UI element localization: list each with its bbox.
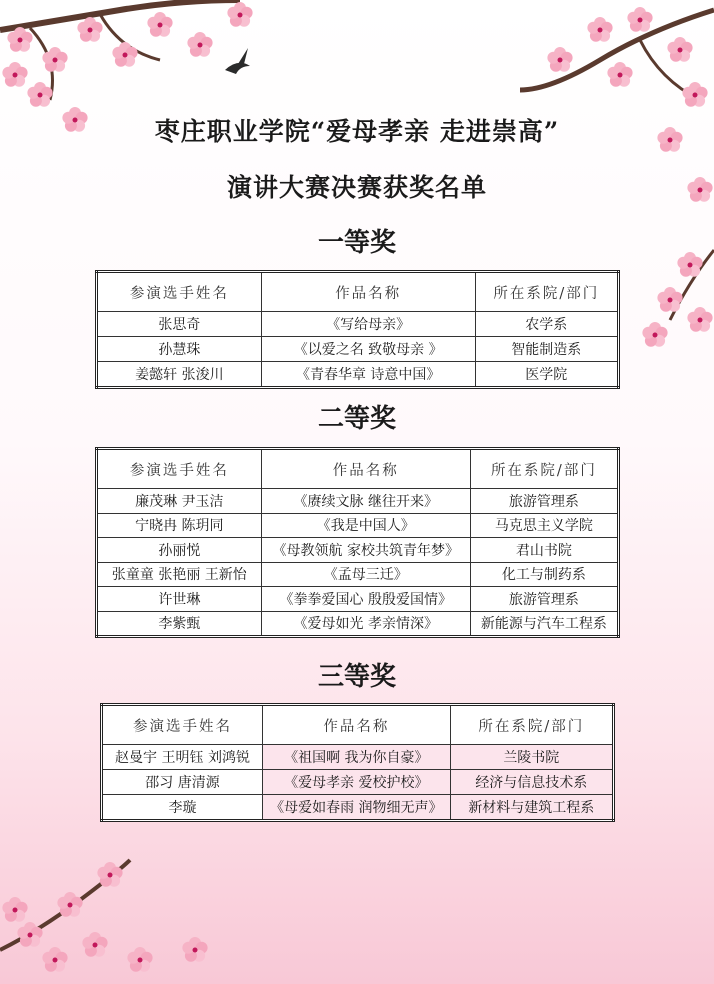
work-title: 《祖国啊 我为你自豪》 <box>263 745 451 770</box>
work-title: 《写给母亲》 <box>261 312 475 337</box>
table-row <box>97 587 619 612</box>
table-row <box>102 770 614 795</box>
table-row <box>102 745 614 770</box>
second-prize-table <box>95 447 620 638</box>
work-title: 《拳拳爱国心 殷殷爱国情》 <box>261 587 470 612</box>
department: 农学系 <box>475 312 618 337</box>
column-header-name: 参演选手姓名 <box>97 449 262 489</box>
page-title-line2: 演讲大赛决赛获奖名单 <box>226 173 487 202</box>
column-header-work: 作品名称 <box>261 272 475 312</box>
department: 旅游管理系 <box>470 587 618 612</box>
participant-name: 张童童 张艳丽 王新怡 <box>97 562 262 587</box>
participant-name: 宁晓冉 陈玥同 <box>97 513 262 538</box>
participant-name: 李紫甄 <box>97 611 262 637</box>
work-title: 《孟母三迁》 <box>261 562 470 587</box>
work-title: 《以爱之名 致敬母亲 》 <box>261 337 475 362</box>
department: 智能制造系 <box>475 337 618 362</box>
participant-name: 邵习 唐清源 <box>102 770 263 795</box>
department: 旅游管理系 <box>470 489 618 514</box>
second-prize-title: 二等奖 <box>317 404 396 434</box>
table-row <box>97 337 619 362</box>
table-row <box>97 538 619 563</box>
participant-name: 廉茂琳 尹玉洁 <box>97 489 262 514</box>
participant-name: 许世琳 <box>97 587 262 612</box>
department: 君山书院 <box>470 538 618 563</box>
table-row <box>97 562 619 587</box>
department: 兰陵书院 <box>450 745 613 770</box>
column-header-work: 作品名称 <box>263 705 451 745</box>
column-header-work: 作品名称 <box>261 449 470 489</box>
department: 化工与制药系 <box>470 562 618 587</box>
work-title: 《我是中国人》 <box>261 513 470 538</box>
department: 新能源与汽车工程系 <box>470 611 618 637</box>
first-prize-title: 一等奖 <box>317 228 396 258</box>
participant-name: 姜懿轩 张浚川 <box>97 362 262 388</box>
table-header-row <box>97 449 619 489</box>
department: 新材料与建筑工程系 <box>450 795 613 821</box>
page-title-line1: 枣庄职业学院“爱母孝亲 走进崇高” <box>154 117 560 146</box>
first-prize-table <box>95 270 620 389</box>
column-header-name: 参演选手姓名 <box>97 272 262 312</box>
table-row <box>102 795 614 821</box>
participant-name: 张思奇 <box>97 312 262 337</box>
table-row <box>97 362 619 388</box>
table-row <box>97 312 619 337</box>
column-header-name: 参演选手姓名 <box>102 705 263 745</box>
participant-name: 孙丽悦 <box>97 538 262 563</box>
table-header-row <box>102 705 614 745</box>
department: 医学院 <box>475 362 618 388</box>
work-title: 《青春华章 诗意中国》 <box>261 362 475 388</box>
table-header-row <box>97 272 619 312</box>
work-title: 《爱母孝亲 爱校护校》 <box>263 770 451 795</box>
table-row <box>97 611 619 637</box>
work-title: 《母爱如春雨 润物细无声》 <box>263 795 451 821</box>
work-title: 《母教领航 家校共筑青年梦》 <box>261 538 470 563</box>
department: 经济与信息技术系 <box>450 770 613 795</box>
participant-name: 李璇 <box>102 795 263 821</box>
participant-name: 孙慧珠 <box>97 337 262 362</box>
column-header-department: 所在系院/部门 <box>475 272 618 312</box>
work-title: 《爱母如光 孝亲情深》 <box>261 611 470 637</box>
table-row <box>97 513 619 538</box>
third-prize-title: 三等奖 <box>317 662 396 692</box>
department: 马克思主义学院 <box>470 513 618 538</box>
column-header-department: 所在系院/部门 <box>470 449 618 489</box>
column-header-department: 所在系院/部门 <box>450 705 613 745</box>
work-title: 《赓续文脉 继往开来》 <box>261 489 470 514</box>
table-row <box>97 489 619 514</box>
third-prize-table <box>100 703 615 822</box>
participant-name: 赵曼宇 王明钰 刘鸿锐 <box>102 745 263 770</box>
